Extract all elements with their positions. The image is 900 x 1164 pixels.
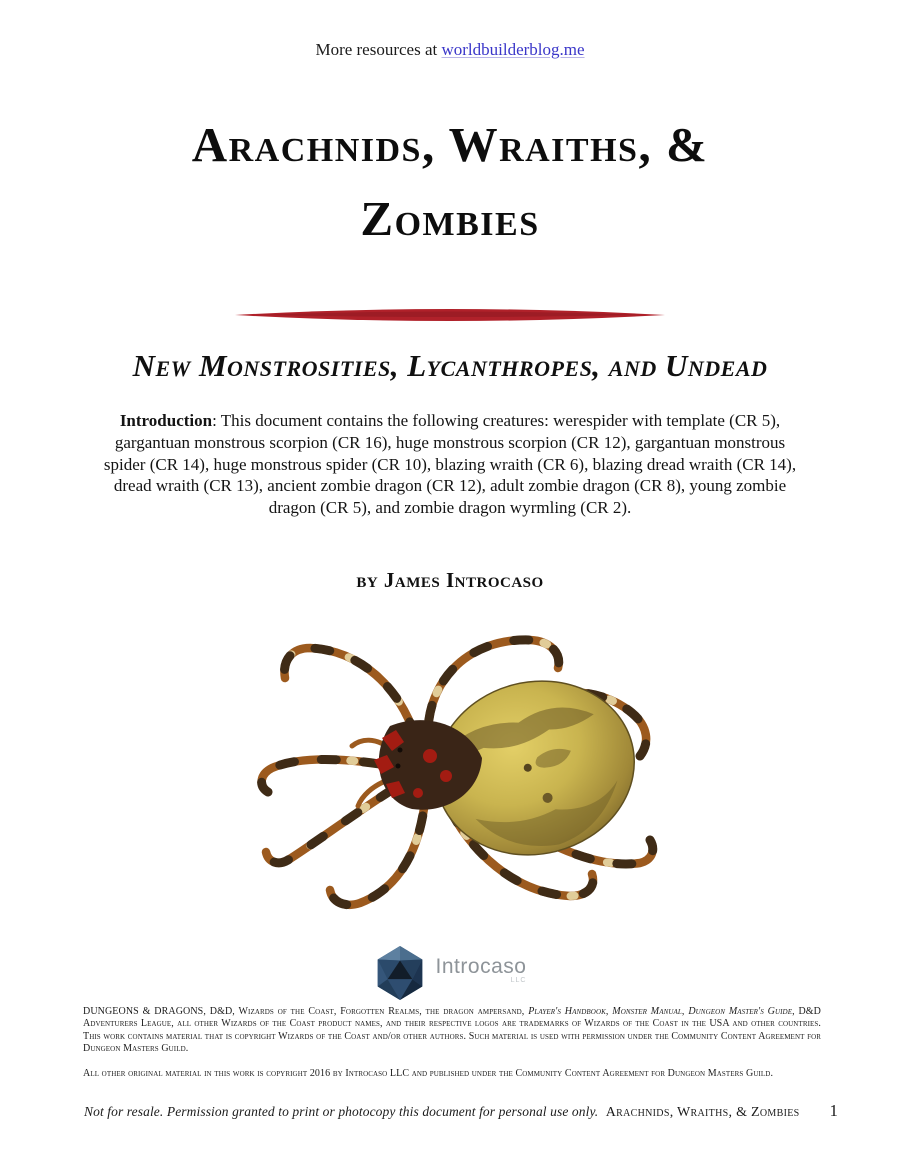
header-resources-text: More resources at [315,40,442,59]
logo-llc-text: LLC [510,976,527,984]
logo-wordmark [436,955,527,984]
footer-page-number: 1 [829,1101,838,1120]
footer-doc-title: Arachnids, Wraiths, & Zombies [605,1105,800,1120]
spider-image [240,608,660,918]
footer-right-group [606,1101,838,1121]
legal-paragraph-trademarks: DUNGEONS & DRAGONS, D&D, Wizards of the Coast, Forgotten Realms, the dragon ampersand, Player's Handbook, Monster Manual, Dungeon Master's Guide, D&D Adventurers League, all other Wizards of the Coast product names, and their respective logos are trademarks of Wizards of the Coast in the USA and other countries. This work contains material that is copyright Wizards of the Coast and/or other authors. Such material is used with permission under the Community Content Agreement for Dungeon Masters Guild. [83,1006,822,1055]
introduction-paragraph [102,410,798,544]
spider-illustration [0,608,900,920]
legal-text [83,1006,821,1080]
page-footer [84,1101,838,1121]
red-divider [0,308,900,322]
legal-paragraph-copyright: All other original material in this work is copyright 2016 by Introcaso LLC and published under the Community Content Agreement for Dungeon Masters Guild. [83,1067,774,1079]
logo-name-text: Introcaso [435,954,527,978]
introduction-text: : This document contains the following creatures: werespider with template (CR 5), gargantuan monstrous scorpion (CR 16), huge monstrous scorpion (CR 12), gargantuan monstrous spider (CR 14), huge monstrous spider (CR 10), blazing wraith (CR 6), blazing dread wraith (CR 14), dread wraith (CR 13), ancient zombie dragon (CR 12), adult zombie dragon (CR 8), young zombie dragon (CR 5), and zombie dragon wyrmling (CR 2). [103,411,797,518]
footer-resale-notice: Not for resale. Permission granted to print or photocopy this document for personal use only. [84,1104,599,1119]
page-title-line2: Zombies [360,191,540,246]
worldbuilderblog-link[interactable]: worldbuilderblog.me [441,40,585,59]
header-resources-line [0,0,900,66]
introduction-label: Introduction [119,411,213,430]
red-divider-shape [235,308,665,322]
subtitle: New Monstrosities, Lycanthropes, and Undead [132,348,768,383]
byline: by James Introcaso [356,568,544,592]
d20-icon [374,945,426,1001]
page-title [0,108,900,286]
page-title-line1: Arachnids, Wraiths, & [191,117,709,172]
introcaso-logo [0,944,900,1002]
